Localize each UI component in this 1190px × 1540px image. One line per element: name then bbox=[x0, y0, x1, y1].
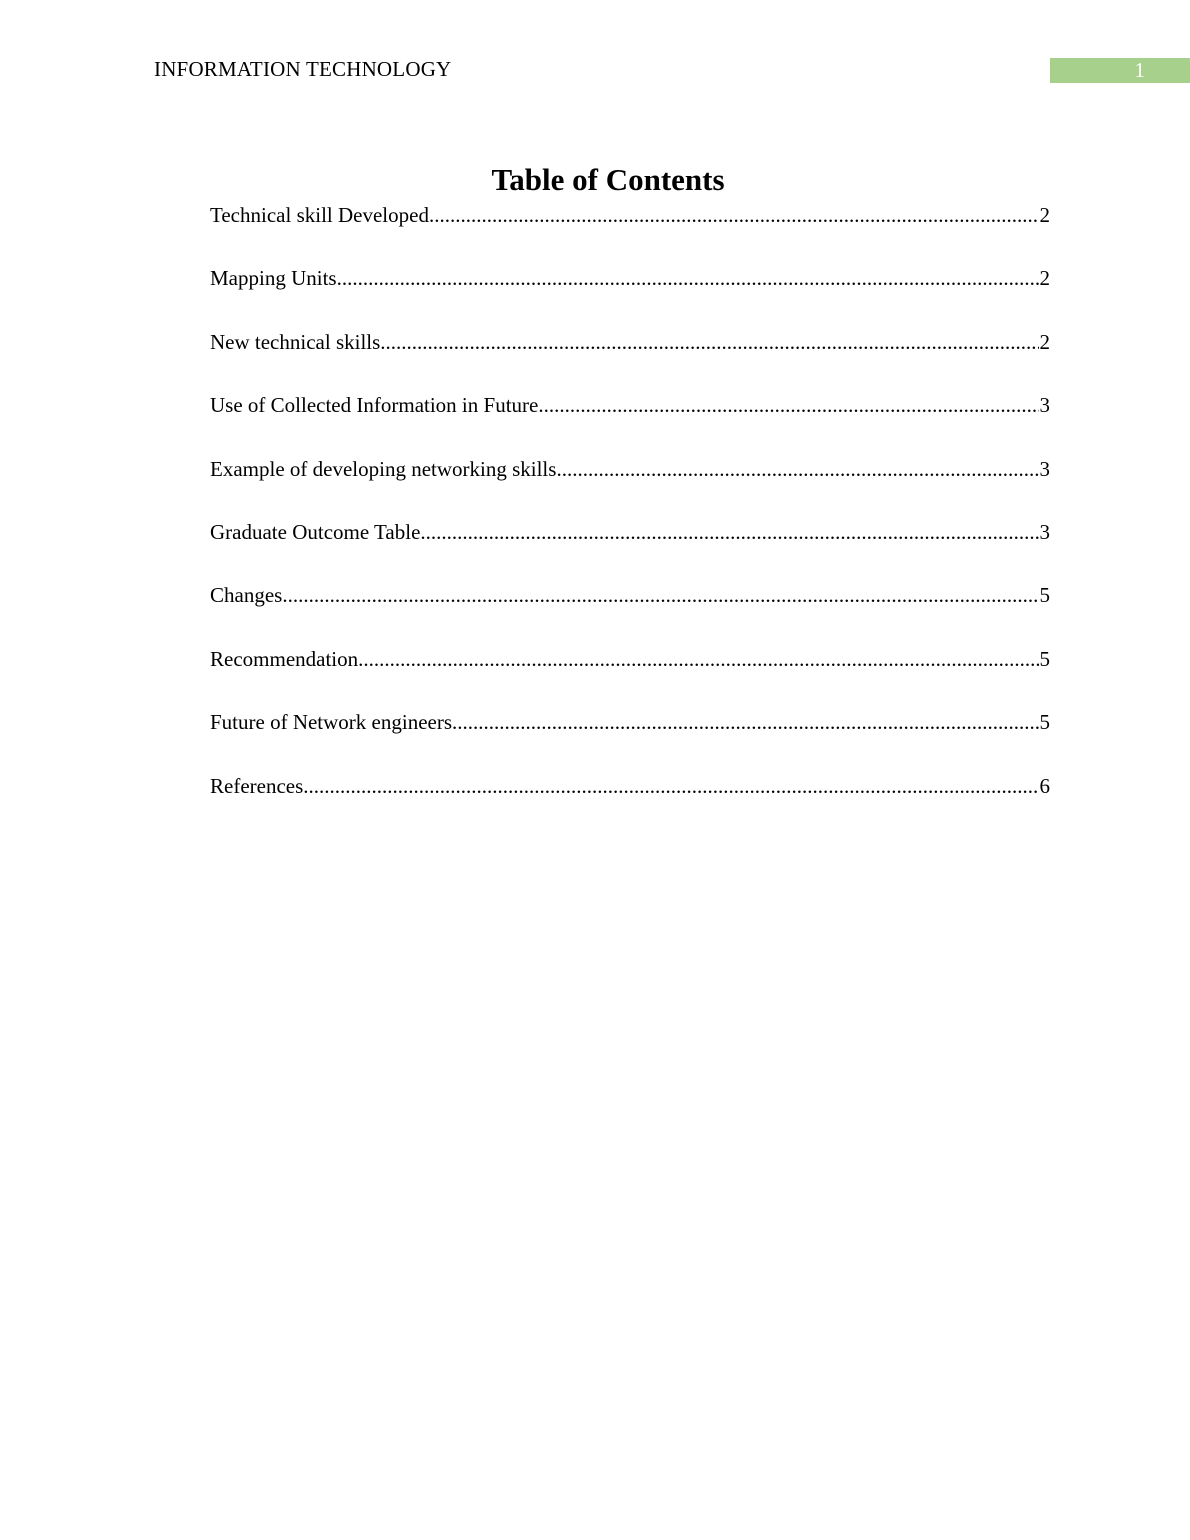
toc-entry[interactable] bbox=[210, 771, 1050, 834]
toc-entry-page[interactable]: 5 bbox=[1039, 646, 1050, 671]
toc-entry-page[interactable]: 5 bbox=[1039, 583, 1050, 608]
toc-dot-leader bbox=[420, 517, 1038, 547]
toc-dot-leader bbox=[452, 707, 1038, 737]
toc-entry[interactable] bbox=[210, 200, 1050, 263]
toc-entry-page[interactable]: 3 bbox=[1039, 393, 1050, 418]
toc-entry-page[interactable]: 3 bbox=[1039, 519, 1050, 544]
toc-entry[interactable] bbox=[210, 707, 1050, 770]
toc-entry-label[interactable]: Mapping Units bbox=[210, 266, 337, 291]
toc-entry-label[interactable]: Recommendation bbox=[210, 646, 359, 671]
toc-dot-leader bbox=[556, 454, 1038, 484]
toc-list bbox=[210, 200, 1050, 834]
toc-entry-page[interactable]: 2 bbox=[1039, 203, 1050, 227]
toc-entry[interactable] bbox=[210, 644, 1050, 707]
toc-entry-page[interactable]: 6 bbox=[1039, 773, 1050, 798]
toc-entry[interactable] bbox=[210, 263, 1050, 326]
toc-entry-label[interactable]: Future of Network engineers bbox=[210, 710, 453, 735]
toc-entry[interactable] bbox=[210, 390, 1050, 453]
toc-dot-leader bbox=[337, 263, 1039, 293]
toc-entry[interactable] bbox=[210, 517, 1050, 580]
page-number-badge bbox=[1050, 58, 1190, 83]
toc-entry-page[interactable]: 5 bbox=[1039, 710, 1050, 735]
toc-dot-leader bbox=[380, 327, 1038, 357]
page-number: 1 bbox=[1134, 58, 1145, 82]
toc-entry-label[interactable]: Example of developing networking skills bbox=[210, 456, 557, 481]
toc-entry-label[interactable]: Technical skill Developed bbox=[210, 203, 429, 227]
toc-entry[interactable] bbox=[210, 580, 1050, 643]
toc-entry-label[interactable]: Graduate Outcome Table bbox=[210, 519, 421, 544]
toc-entry[interactable] bbox=[210, 454, 1050, 517]
toc-entry-label[interactable]: Changes bbox=[210, 583, 283, 608]
toc-entry[interactable] bbox=[210, 327, 1050, 390]
toc-heading: Table of Contents bbox=[491, 162, 725, 197]
toc-entry-page[interactable]: 3 bbox=[1039, 456, 1050, 481]
toc-dot-leader bbox=[358, 644, 1038, 674]
toc-entry-page[interactable]: 2 bbox=[1039, 329, 1050, 354]
toc-entry-label[interactable]: References bbox=[210, 773, 304, 798]
toc-entry-label[interactable]: New technical skills bbox=[210, 329, 381, 354]
toc-dot-leader bbox=[282, 580, 1038, 610]
toc-dot-leader bbox=[303, 771, 1038, 801]
toc-entry-page[interactable]: 2 bbox=[1039, 266, 1050, 291]
running-header-title: INFORMATION TECHNOLOGY bbox=[154, 57, 452, 81]
toc-entry-label[interactable]: Use of Collected Information in Future bbox=[210, 393, 539, 418]
toc-dot-leader bbox=[538, 390, 1038, 420]
toc-dot-leader bbox=[429, 200, 1039, 230]
